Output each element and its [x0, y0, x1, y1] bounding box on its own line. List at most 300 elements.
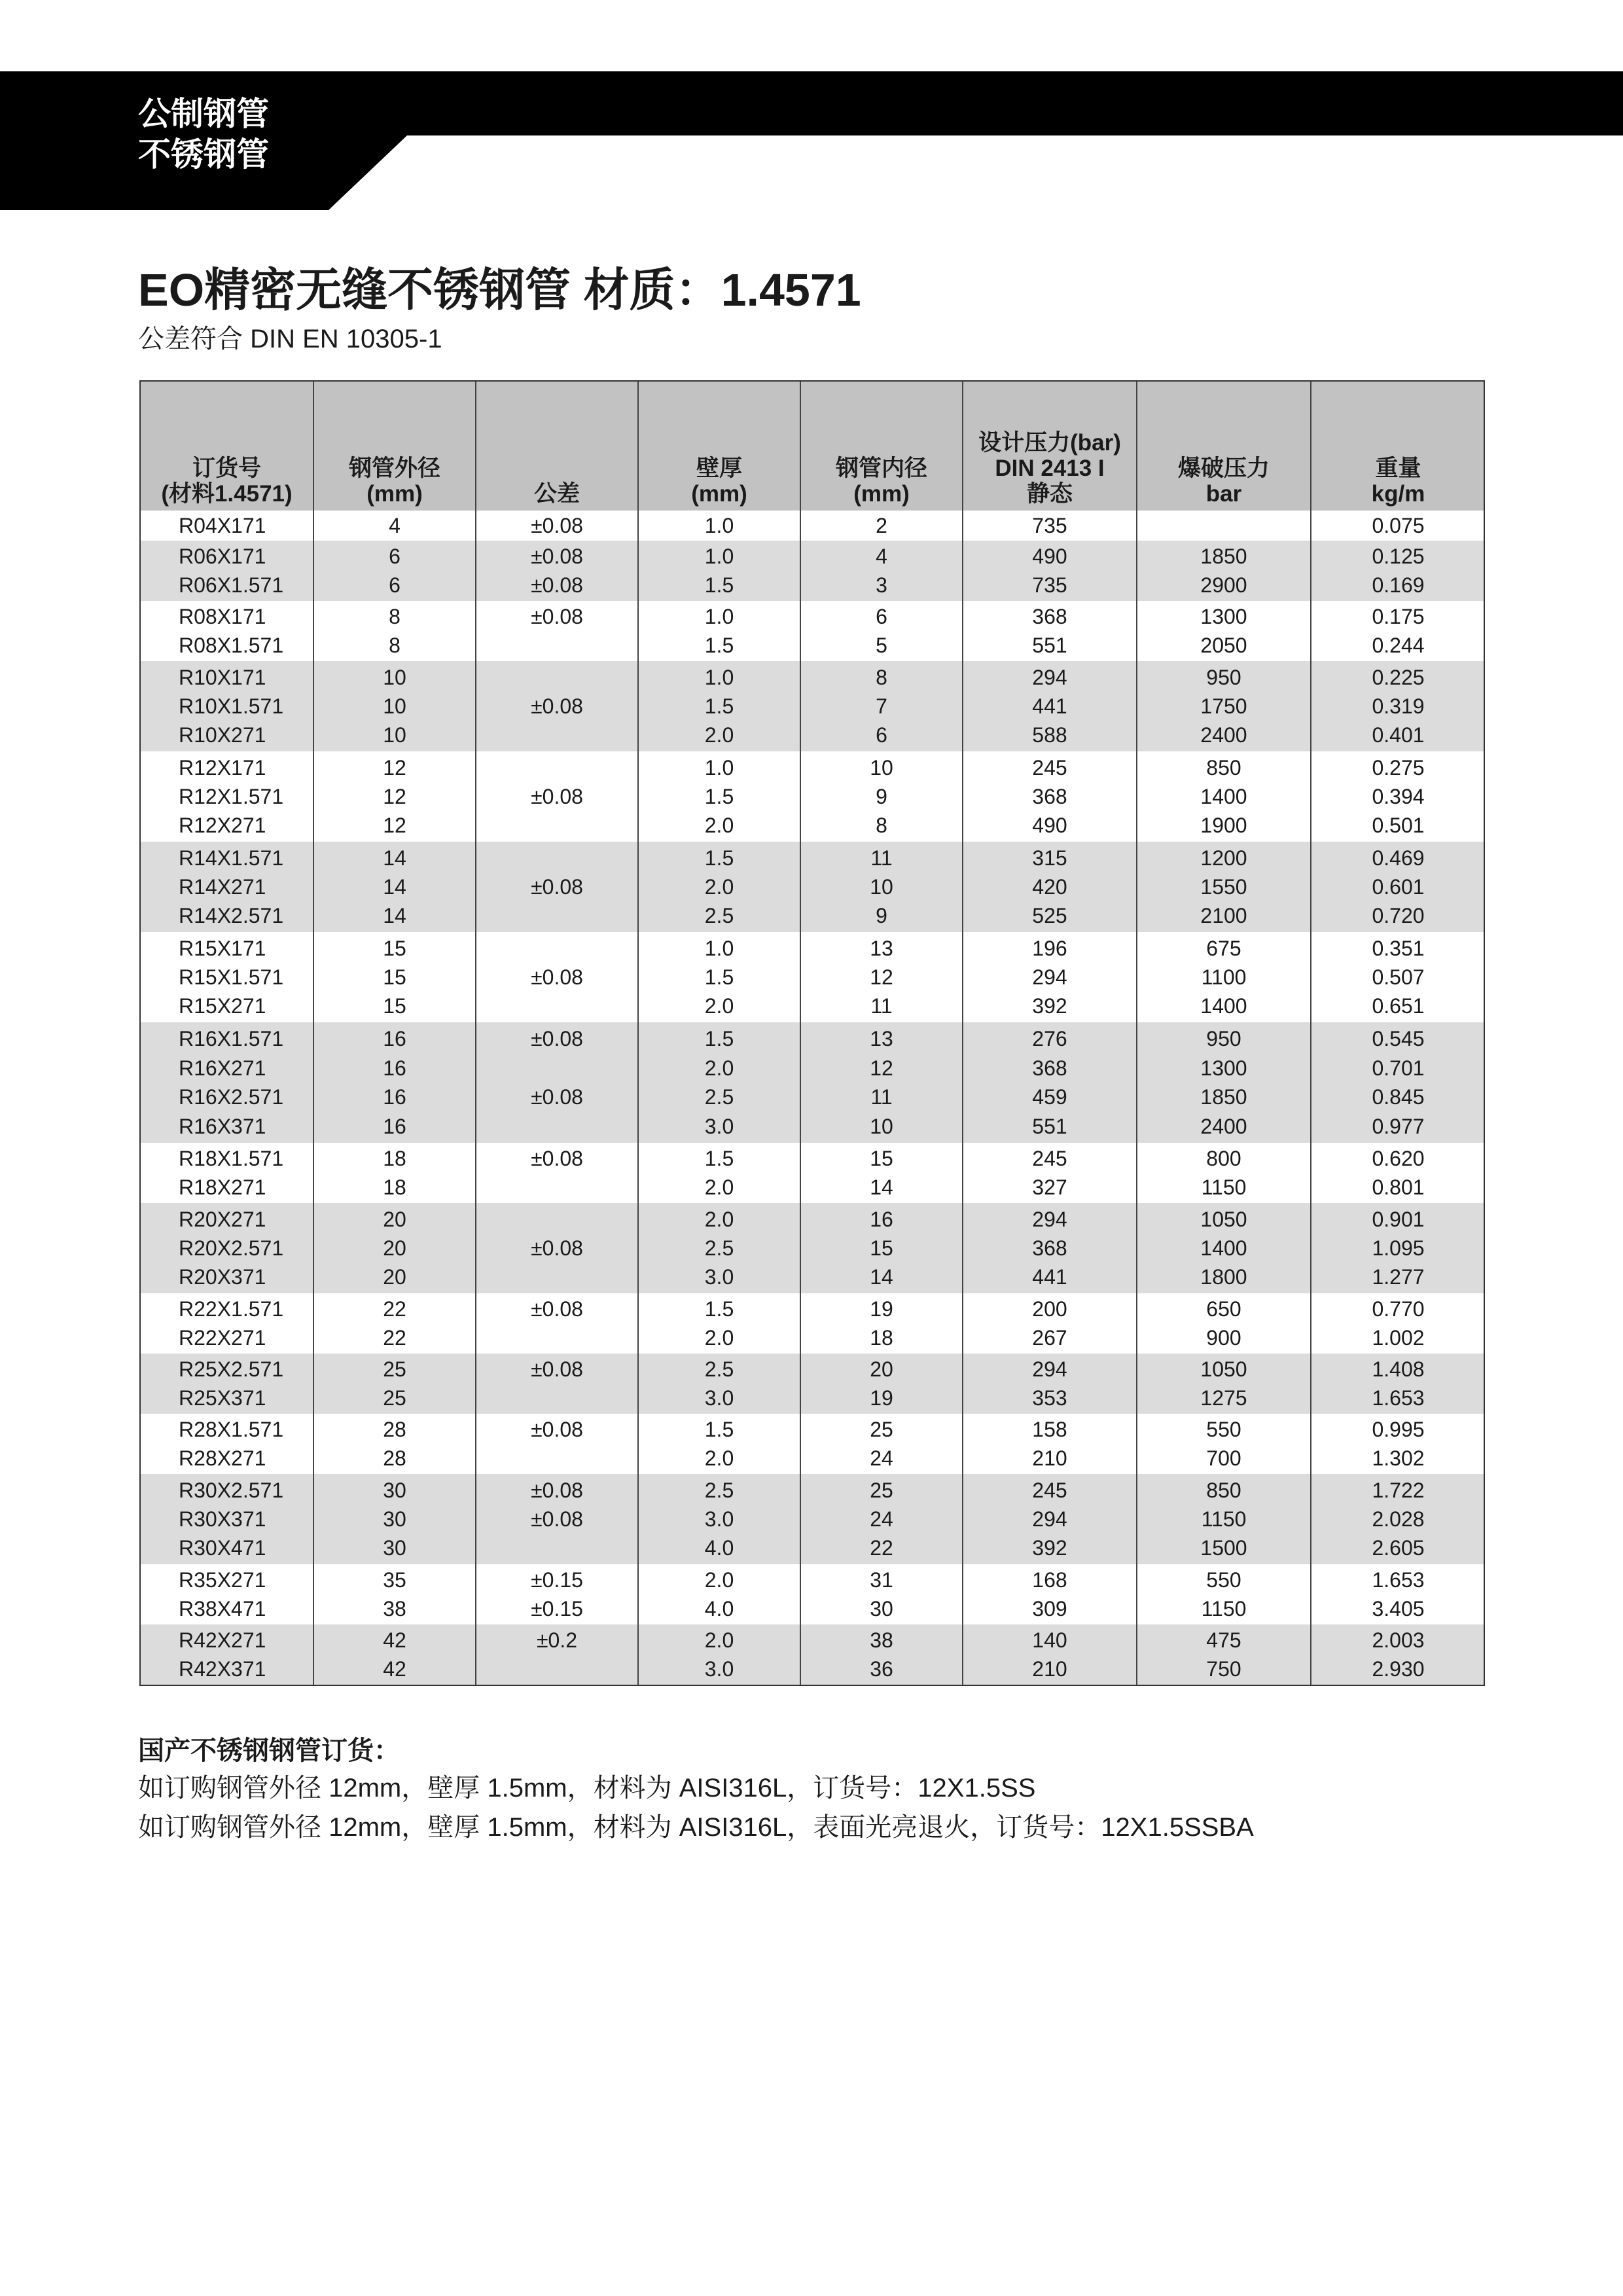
cell-value: 0.701 [1372, 1056, 1425, 1080]
cell-value: 24 [870, 1446, 893, 1470]
cell-value: 0.075 [1372, 514, 1425, 537]
table-row-group [141, 1354, 1484, 1414]
table-cell [963, 661, 1137, 751]
table-cell [801, 842, 963, 932]
cell-value: 1050 [1200, 1208, 1247, 1231]
table-cell [1311, 1414, 1485, 1474]
order-number: R16X371 [179, 1114, 266, 1138]
table-cell [314, 511, 476, 541]
cell-value: 950 [1206, 1027, 1241, 1051]
cell-value: 1.0 [704, 666, 734, 689]
cell-value: 20 [870, 1357, 893, 1382]
cell-value: 1900 [1200, 814, 1247, 837]
cell-value: 1.5 [704, 633, 734, 657]
table-cell [314, 842, 476, 932]
cell-value: 9 [876, 785, 887, 808]
column-header-text: bar [1205, 481, 1242, 507]
order-number: R14X2.571 [179, 904, 284, 927]
cell-value: 294 [1032, 1507, 1067, 1531]
cell-value: 8 [389, 605, 401, 629]
column-header-text: 钢管外径 [348, 456, 440, 481]
cell-value: 735 [1032, 514, 1067, 537]
section-label [138, 94, 269, 175]
spec-table [139, 380, 1485, 1686]
cell-value: 1.653 [1372, 1386, 1425, 1410]
cell-value: 0.319 [1372, 694, 1425, 718]
cell-value: 11 [870, 846, 893, 870]
cell-value: 0.394 [1372, 785, 1425, 808]
cell-value: 0.845 [1372, 1085, 1425, 1109]
order-number: R38X471 [179, 1596, 266, 1621]
table-cell [141, 1143, 314, 1203]
cell-value: 551 [1032, 1114, 1067, 1138]
table-cell [963, 1143, 1137, 1203]
cell-value: 3.405 [1372, 1596, 1425, 1621]
table-cell [476, 1624, 639, 1685]
table-cell [1311, 751, 1485, 842]
cell-value: 368 [1032, 1056, 1067, 1080]
cell-value: 38 [870, 1628, 893, 1653]
cell-value: 15 [383, 994, 406, 1018]
order-number: R16X2.571 [179, 1085, 284, 1109]
table-cell [1311, 1564, 1485, 1624]
cell-value: 850 [1206, 1479, 1241, 1502]
table-cell [801, 1564, 963, 1624]
table-cell [801, 1354, 963, 1414]
table-cell [141, 1564, 314, 1624]
cell-value: 0.175 [1372, 605, 1425, 629]
cell-value: 42 [383, 1657, 406, 1681]
table-cell [1137, 541, 1311, 601]
cell-value: 1.0 [704, 514, 734, 537]
table-cell [314, 661, 476, 751]
table-cell [314, 751, 476, 842]
table-cell [801, 932, 963, 1022]
cell-value: 950 [1206, 666, 1241, 689]
cell-value: 200 [1032, 1297, 1067, 1321]
cell-value: 12 [383, 785, 406, 808]
table-row-group [141, 541, 1484, 601]
order-number: R28X271 [179, 1446, 266, 1470]
cell-value: 3.0 [704, 1265, 734, 1289]
order-number: R20X271 [179, 1208, 266, 1231]
table-cell [639, 932, 801, 1022]
table-cell [1137, 842, 1311, 932]
cell-value: 2100 [1200, 904, 1247, 927]
cell-value: 10 [870, 756, 893, 780]
order-number: R12X1.571 [179, 785, 284, 808]
cell-value: 2.5 [704, 1236, 734, 1260]
order-number: R28X1.571 [179, 1418, 284, 1442]
table-cell [963, 1293, 1137, 1354]
order-number: R14X1.571 [179, 846, 284, 870]
table-cell [1137, 511, 1311, 541]
cell-value: ±0.08 [531, 1297, 583, 1321]
cell-value: 2.0 [704, 1175, 734, 1199]
cell-value: 30 [383, 1507, 406, 1531]
table-cell [1311, 1354, 1485, 1414]
table-row-group [141, 511, 1484, 541]
cell-value: 675 [1206, 937, 1241, 960]
cell-value: 294 [1032, 1357, 1067, 1382]
cell-value: 550 [1206, 1418, 1241, 1442]
cell-value: 1.653 [1372, 1568, 1425, 1592]
cell-value: 245 [1032, 1479, 1067, 1502]
table-cell [639, 1354, 801, 1414]
cell-value: 20 [383, 1265, 406, 1289]
table-cell [801, 1474, 963, 1564]
cell-value: 0.901 [1372, 1208, 1425, 1231]
table-cell [476, 751, 639, 842]
cell-value: ±0.08 [531, 605, 583, 629]
cell-value: ±0.08 [531, 1147, 583, 1171]
table-cell [639, 1564, 801, 1624]
column-header [1311, 382, 1485, 511]
cell-value: 4.0 [704, 1536, 734, 1560]
table-row-group [141, 1564, 1484, 1624]
cell-value: 13 [870, 1027, 893, 1051]
cell-value: ±0.08 [531, 785, 583, 808]
cell-value: 38 [383, 1596, 406, 1621]
table-cell [141, 751, 314, 842]
cell-value: 1850 [1200, 545, 1247, 569]
order-number: R15X271 [179, 994, 266, 1018]
cell-value: 1.5 [704, 1027, 734, 1051]
cell-value: 1.408 [1372, 1357, 1425, 1382]
column-header-text: 爆破压力 [1177, 456, 1270, 481]
table-cell [1137, 1474, 1311, 1564]
cell-value: 1.5 [704, 1147, 734, 1171]
cell-value: 315 [1032, 846, 1067, 870]
cell-value: 10 [870, 875, 893, 899]
cell-value: 294 [1032, 666, 1067, 689]
cell-value: 25 [383, 1357, 406, 1382]
cell-value: ±0.08 [531, 965, 583, 989]
order-number: R15X1.571 [179, 965, 284, 989]
cell-value: ±0.08 [531, 875, 583, 899]
cell-value: 16 [383, 1027, 406, 1051]
table-cell [963, 751, 1137, 842]
table-cell [963, 932, 1137, 1022]
table-cell [801, 511, 963, 541]
cell-value: 1275 [1200, 1386, 1247, 1410]
table-cell [1311, 511, 1485, 541]
cell-value: 1.5 [704, 846, 734, 870]
table-cell [801, 601, 963, 661]
table-cell [476, 1564, 639, 1624]
cell-value: 14 [870, 1265, 893, 1289]
table-cell [639, 541, 801, 601]
cell-value: 0.977 [1372, 1114, 1425, 1138]
cell-value: 12 [383, 756, 406, 780]
cell-value: 2050 [1200, 633, 1247, 657]
order-number: R20X371 [179, 1265, 266, 1289]
cell-value: 14 [383, 846, 406, 870]
cell-value: 20 [383, 1236, 406, 1260]
cell-value: 2.5 [704, 1479, 734, 1502]
notes-line-1: 如订购钢管外径 12mm，壁厚 1.5mm，材料为 AISI316L，订货号：12X1.5SS [138, 1774, 1036, 1803]
cell-value: 2.0 [704, 1446, 734, 1470]
cell-value: ±0.08 [531, 1085, 583, 1109]
table-cell [963, 842, 1137, 932]
cell-value: 353 [1032, 1386, 1067, 1410]
cell-value: ±0.08 [531, 694, 583, 718]
table-row-group [141, 932, 1484, 1022]
table-cell [476, 661, 639, 751]
table-cell [476, 601, 639, 661]
cell-value: 10 [383, 666, 406, 689]
cell-value: 2.0 [704, 1325, 734, 1350]
cell-value: 3.0 [704, 1386, 734, 1410]
table-row-group [141, 1414, 1484, 1474]
table-cell [801, 1293, 963, 1354]
table-row-group [141, 1022, 1484, 1143]
cell-value: 294 [1032, 965, 1067, 989]
table-cell [314, 1414, 476, 1474]
cell-value: 551 [1032, 633, 1067, 657]
cell-value: 0.620 [1372, 1147, 1425, 1171]
table-cell [639, 1022, 801, 1143]
cell-value: 8 [876, 666, 887, 689]
cell-value: 550 [1206, 1568, 1241, 1592]
cell-value: 18 [383, 1175, 406, 1199]
table-cell [801, 1624, 963, 1685]
cell-value: 4 [389, 514, 401, 537]
order-number: R30X471 [179, 1536, 266, 1560]
table-cell [639, 842, 801, 932]
cell-value: 8 [389, 633, 401, 657]
cell-value: 42 [383, 1628, 406, 1653]
cell-value: 294 [1032, 1208, 1067, 1231]
cell-value: 16 [383, 1085, 406, 1109]
table-cell [476, 842, 639, 932]
cell-value: 2.0 [704, 994, 734, 1018]
cell-value: 1150 [1201, 1596, 1247, 1621]
cell-value: 327 [1032, 1175, 1067, 1199]
cell-value: 9 [876, 904, 887, 927]
table-cell [801, 1414, 963, 1474]
order-number: R06X1.571 [179, 573, 284, 597]
cell-value: 4.0 [704, 1596, 734, 1621]
table-cell [1137, 751, 1311, 842]
cell-value: 1150 [1201, 1507, 1247, 1531]
cell-value: 35 [383, 1568, 406, 1592]
cell-value: 2.0 [704, 1056, 734, 1080]
table-cell [963, 511, 1137, 541]
cell-value: 475 [1206, 1628, 1241, 1653]
table-cell [639, 511, 801, 541]
table-cell [141, 1293, 314, 1354]
cell-value: 276 [1032, 1027, 1067, 1051]
table-cell [141, 842, 314, 932]
cell-value: 0.275 [1372, 756, 1425, 780]
table-cell [801, 541, 963, 601]
table-cell [314, 1354, 476, 1414]
table-cell [639, 1293, 801, 1354]
cell-value: 2400 [1200, 723, 1247, 747]
cell-value: 441 [1032, 694, 1067, 718]
cell-value: 588 [1032, 723, 1067, 747]
table-cell [141, 1474, 314, 1564]
table-cell [639, 1474, 801, 1564]
cell-value: 3.0 [704, 1657, 734, 1681]
table-cell [141, 1203, 314, 1293]
cell-value: 19 [870, 1386, 893, 1410]
cell-value: 1.5 [704, 573, 734, 597]
cell-value: 4 [876, 545, 887, 569]
table-cell [963, 1474, 1137, 1564]
cell-value: 2.605 [1372, 1536, 1425, 1560]
cell-value: 1.722 [1372, 1479, 1425, 1502]
table-cell [314, 1474, 476, 1564]
order-number: R30X2.571 [179, 1479, 284, 1502]
table-cell [476, 1474, 639, 1564]
order-number: R22X271 [179, 1325, 266, 1350]
table-cell [141, 541, 314, 601]
cell-value: 1850 [1200, 1085, 1247, 1109]
order-number: R12X271 [179, 814, 266, 837]
order-number: R10X271 [179, 723, 266, 747]
cell-value: 12 [383, 814, 406, 837]
order-number: R08X1.571 [179, 633, 284, 657]
cell-value: 850 [1206, 756, 1241, 780]
table-cell [476, 1143, 639, 1203]
cell-value: 158 [1032, 1418, 1067, 1442]
cell-value: 2.0 [704, 723, 734, 747]
table-cell [476, 541, 639, 601]
cell-value: 2 [876, 514, 887, 537]
table-cell [1311, 541, 1485, 601]
cell-value: 525 [1032, 904, 1067, 927]
order-number: R16X1.571 [179, 1027, 284, 1051]
table-cell [476, 511, 639, 541]
column-header [963, 382, 1137, 511]
cell-value: 24 [870, 1507, 893, 1531]
table-cell [141, 1414, 314, 1474]
order-number: R42X271 [179, 1628, 266, 1653]
cell-value: 490 [1032, 814, 1067, 837]
cell-value: 0.469 [1372, 846, 1425, 870]
order-number: R15X171 [179, 937, 266, 960]
cell-value: 14 [383, 875, 406, 899]
cell-value: 800 [1206, 1147, 1241, 1171]
cell-value: 3 [876, 573, 887, 597]
cell-value: 6 [389, 573, 401, 597]
cell-value: 1750 [1200, 694, 1247, 718]
cell-value: ±0.15 [531, 1568, 583, 1592]
table-cell [639, 601, 801, 661]
table-row-group [141, 751, 1484, 842]
cell-value: 6 [876, 605, 887, 629]
cell-value: 459 [1032, 1085, 1067, 1109]
cell-value: 10 [383, 723, 406, 747]
table-cell [476, 932, 639, 1022]
cell-value: 490 [1032, 545, 1067, 569]
cell-value: 20 [383, 1208, 406, 1231]
table-cell [1311, 932, 1485, 1022]
cell-value: 2.0 [704, 1208, 734, 1231]
cell-value: 2.003 [1372, 1628, 1425, 1653]
cell-value: 30 [870, 1596, 893, 1621]
column-header [1137, 382, 1311, 511]
cell-value: 420 [1032, 875, 1067, 899]
table-cell [639, 1143, 801, 1203]
notes-line-2: 如订购钢管外径 12mm，壁厚 1.5mm，材料为 AISI316L，表面光亮退火，订货号：12X1.5SSBA [138, 1813, 1254, 1842]
table-cell [476, 1414, 639, 1474]
cell-value: 0.770 [1372, 1297, 1425, 1321]
cell-value: ±0.08 [531, 545, 583, 569]
cell-value: 14 [383, 904, 406, 927]
table-cell [1137, 1354, 1311, 1414]
order-number: R12X171 [179, 756, 266, 780]
cell-value: 1.5 [704, 1418, 734, 1442]
cell-value: 1.5 [704, 694, 734, 718]
cell-value: 1.5 [704, 1297, 734, 1321]
table-cell [1137, 1143, 1311, 1203]
table-cell [1311, 601, 1485, 661]
table-row-group [141, 601, 1484, 661]
table-cell [314, 1143, 476, 1203]
table-cell [1137, 601, 1311, 661]
table-cell [963, 1564, 1137, 1624]
cell-value: 0.801 [1372, 1175, 1425, 1199]
cell-value: 3.0 [704, 1507, 734, 1531]
table-cell [1311, 1203, 1485, 1293]
cell-value: ±0.08 [531, 1357, 583, 1382]
cell-value: ±0.08 [531, 1479, 583, 1502]
table-cell [639, 1414, 801, 1474]
table-cell [963, 1022, 1137, 1143]
cell-value: 1.0 [704, 756, 734, 780]
cell-value: 0.125 [1372, 545, 1425, 569]
cell-value: 0.651 [1372, 994, 1425, 1018]
order-number: R25X371 [179, 1386, 266, 1410]
order-number: R35X271 [179, 1568, 266, 1592]
table-cell [314, 1564, 476, 1624]
table-cell [141, 601, 314, 661]
cell-value: 368 [1032, 785, 1067, 808]
table-row-group [141, 842, 1484, 932]
cell-value: 2.0 [704, 814, 734, 837]
cell-value: ±0.2 [536, 1628, 578, 1653]
column-header-text: 公差 [533, 481, 580, 507]
cell-value: 16 [870, 1208, 893, 1231]
cell-value: 5 [876, 633, 887, 657]
table-row-group [141, 1203, 1484, 1293]
cell-value: 30 [383, 1479, 406, 1502]
cell-value: 1050 [1200, 1357, 1247, 1382]
order-number: R08X171 [179, 605, 266, 629]
table-cell [639, 1203, 801, 1293]
column-header-text: 静态 [1026, 481, 1073, 507]
order-number: R04X171 [179, 514, 266, 537]
cell-value: 2.028 [1372, 1507, 1425, 1531]
cell-value: 1500 [1200, 1536, 1247, 1560]
cell-value: 15 [870, 1236, 893, 1260]
order-number: R06X171 [179, 545, 266, 569]
table-cell [963, 1624, 1137, 1685]
table-cell [1137, 1414, 1311, 1474]
cell-value: 0.601 [1372, 875, 1425, 899]
cell-value: 0.545 [1372, 1027, 1425, 1051]
cell-value: 735 [1032, 573, 1067, 597]
column-header-text: DIN 2413 I [995, 456, 1105, 481]
cell-value: 0.244 [1372, 633, 1425, 657]
cell-value: 0.995 [1372, 1418, 1425, 1442]
order-number: R42X371 [179, 1657, 266, 1681]
column-header [141, 382, 314, 511]
cell-value: 1.0 [704, 545, 734, 569]
